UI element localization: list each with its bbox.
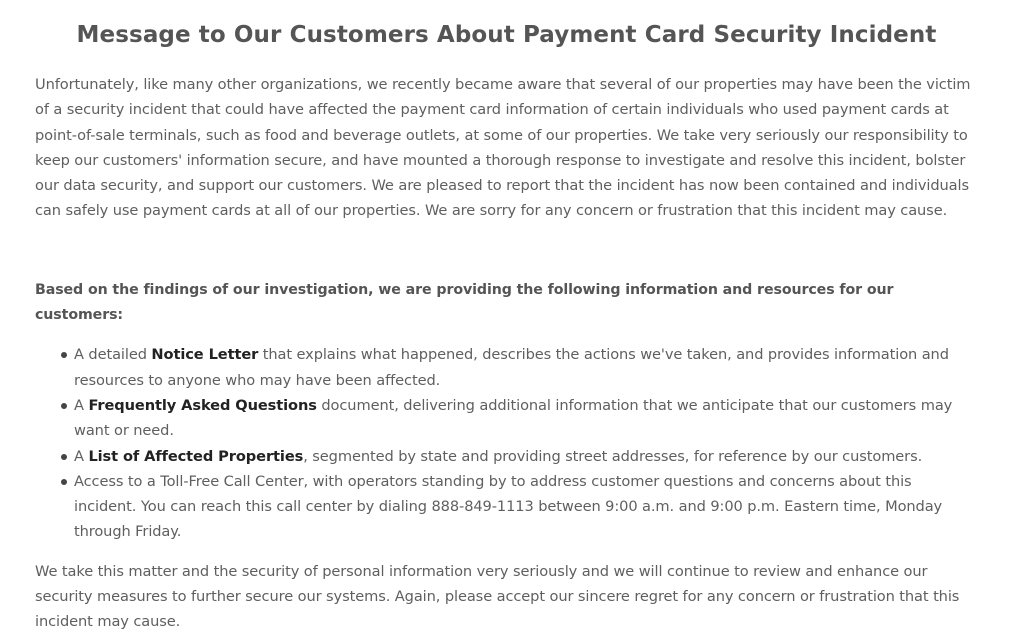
closing-paragraph: We take this matter and the security of personal information very seriously and we will continue to review and enhance our security measures to further secure our systems. Again, please accept our sincere regret for any concern or frustration that this incident may cause.	[35, 562, 960, 631]
page-title: Message to Our Customers About Payment Card Security Incident	[76, 22, 937, 48]
resource-item-faq	[74, 393, 978, 444]
resource-item-call-center	[74, 469, 978, 545]
resources-list	[35, 342, 978, 544]
findings-heading: Based on the findings of our investigation, we are providing the following information and resources for our customers:	[35, 281, 894, 324]
intro-paragraph: Unfortunately, like many other organizations, we recently became aware that several of our properties may have been the victim of a security incident that could have affected the payment card information of certain individuals who used payment cards at point-of-sale terminals, such as food and beverage outlets, at some of our properties. We take very seriously our responsibility to keep our customers' information secure, and have mounted a thorough response to investigate and resolve this incident, bolster our data security, and support our customers. We are pleased to report that the incident has now been contained and individuals can safely use payment cards at all of our properties. We are sorry for any concern or frustration that this incident may cause.	[35, 76, 971, 220]
resource-text-before: A	[74, 396, 89, 414]
affected-properties-link[interactable]: List of Affected Properties	[88, 447, 304, 465]
resource-text-before: A detailed	[74, 346, 152, 364]
resource-text-after: , segmented by state and providing street addresses, for reference by our customers.	[303, 447, 923, 465]
resource-text-before: Access to a Toll-Free Call Center, with operators standing by to address customer questions and concerns about this incident. You can reach this call center by dialing 888-849-1113 between 9:00 a.m. and 9:00 p.m. Eastern time, Monday through Friday.	[74, 472, 943, 541]
resource-text-after: that explains what happened, describes the actions we've taken, and provides information and resources to anyone who may have been affected.	[74, 346, 949, 389]
resource-text-before: A	[74, 447, 89, 465]
resource-item-affected-properties	[74, 444, 978, 469]
notice-letter-link[interactable]: Notice Letter	[151, 346, 259, 364]
resource-item-notice-letter	[74, 342, 978, 393]
resource-text-after: document, delivering additional information that we anticipate that our customers may want or need.	[74, 396, 953, 440]
faq-link[interactable]: Frequently Asked Questions	[88, 396, 317, 414]
